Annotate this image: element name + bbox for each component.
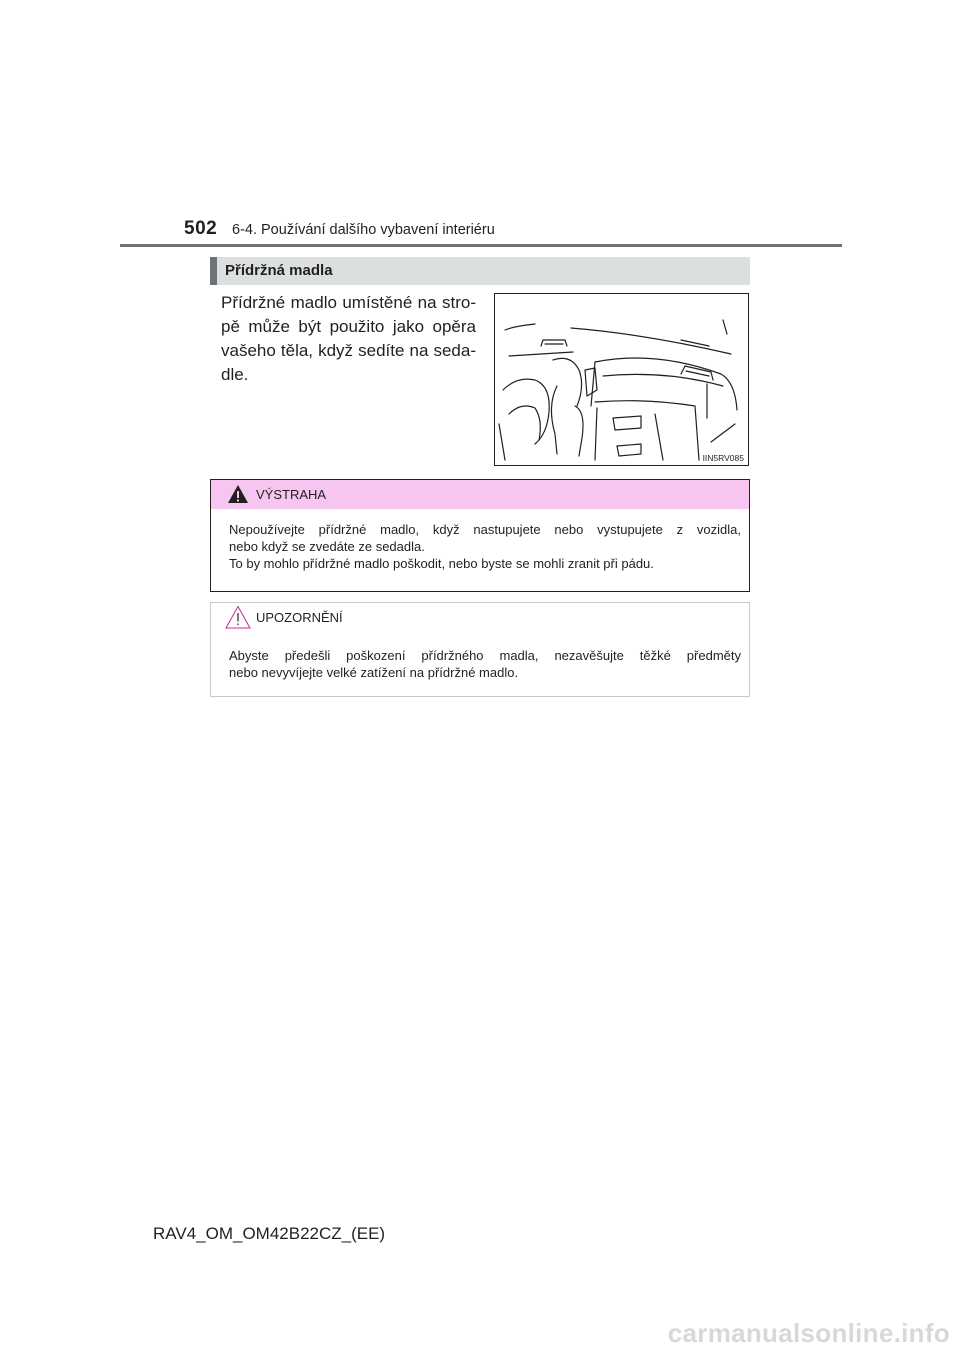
page-number: 502 — [184, 218, 218, 239]
heading-accent — [210, 257, 217, 285]
caution-line: Abyste předešli poškození přídržného madla, nezavěšujte těžké předměty — [229, 648, 741, 663]
warning-text — [229, 521, 741, 572]
header-rule — [120, 244, 842, 247]
illustration-drawing — [495, 294, 748, 465]
section-title: 6-4. Používání dalšího vybavení interiéru — [232, 222, 495, 238]
body-line: vašeho těla, když sedíte na seda- — [221, 341, 476, 360]
caution-box — [210, 602, 750, 697]
warning-header — [211, 480, 749, 509]
warning-box — [210, 479, 750, 592]
watermark: carmanualsonline.info — [667, 1318, 950, 1348]
section-heading: Přídržná madla — [225, 262, 333, 279]
caution-line: nebo nevyvíjejte velké zatížení na přídržné madlo. — [229, 665, 519, 680]
warning-line: nebo když se zvedáte ze sedadla. — [229, 539, 425, 554]
warning-triangle-icon — [227, 484, 249, 504]
body-line: Přídržné madlo umístěné na stro- — [221, 293, 476, 312]
warning-title: VÝSTRAHA — [256, 487, 327, 502]
manual-code-footer: RAV4_OM_OM42B22CZ_(EE) — [153, 1224, 386, 1243]
section-body-text — [221, 291, 476, 387]
caution-header — [211, 603, 749, 632]
section-heading-bar — [210, 257, 750, 285]
caution-triangle-icon — [225, 605, 251, 629]
caution-title: UPOZORNĚNÍ — [256, 610, 343, 625]
warning-line: Nepoužívejte přídržné madlo, když nastupujete nebo vystupujete z vozidla, — [229, 522, 741, 537]
caution-text — [229, 647, 741, 681]
body-line: pě může být použito jako opěra — [221, 317, 476, 336]
illustration-code: IIN5RV085 — [702, 453, 744, 463]
assist-grip-illustration — [494, 293, 749, 466]
body-line: dle. — [221, 365, 249, 384]
warning-line: To by mohlo přídržné madlo poškodit, nebo byste se mohli zranit při pádu. — [229, 556, 654, 571]
